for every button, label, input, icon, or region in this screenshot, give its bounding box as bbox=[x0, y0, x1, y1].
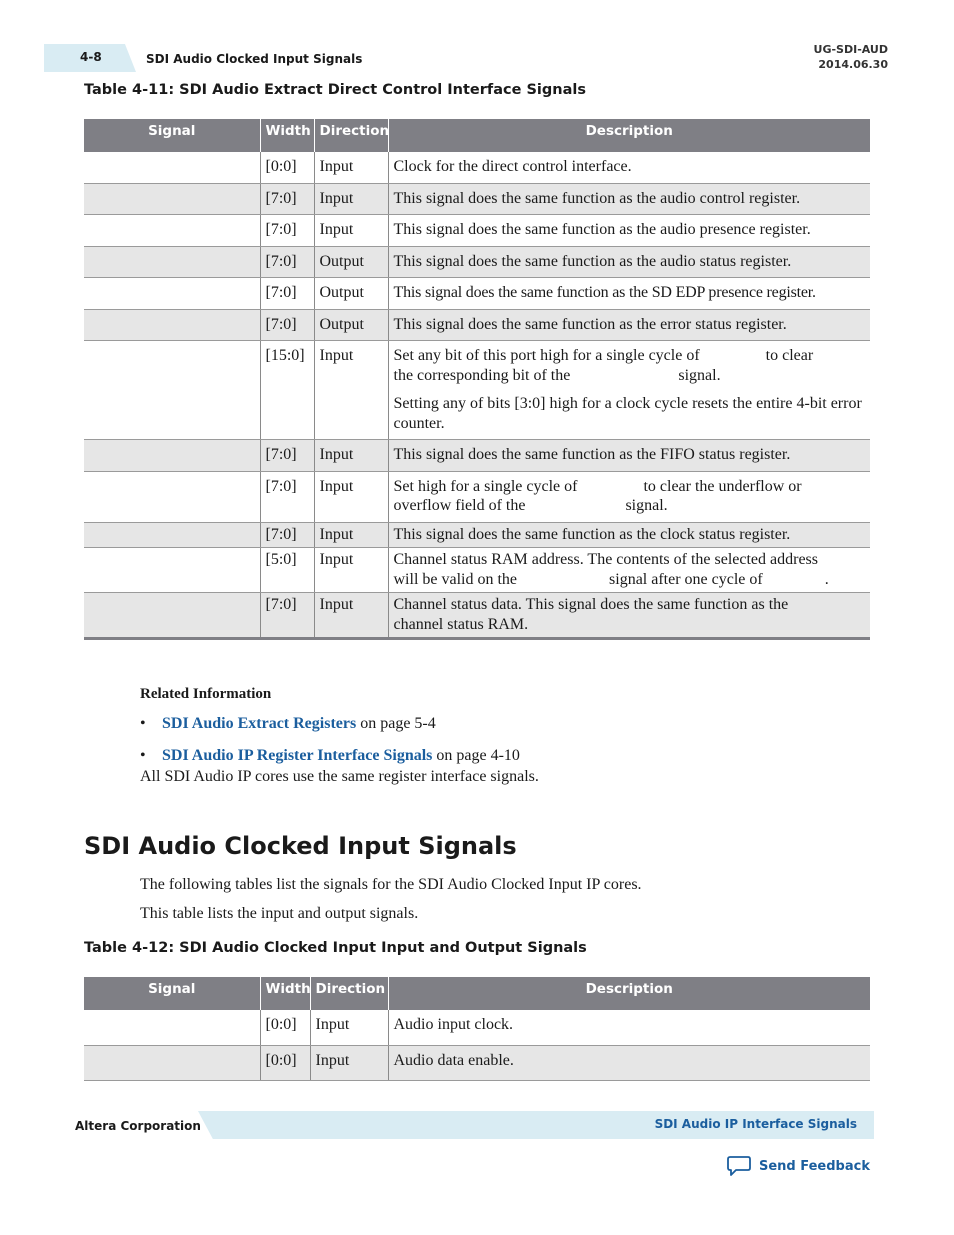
direction-cell: Input bbox=[314, 183, 388, 215]
width-cell: [7:0] bbox=[260, 246, 314, 278]
related-information-heading: Related Information bbox=[140, 686, 272, 702]
col-header-width: Width bbox=[260, 119, 314, 152]
direction-cell: Input bbox=[314, 548, 388, 593]
table-header-row bbox=[84, 977, 870, 1010]
related-item: • SDI Audio IP Register Interface Signals on page 4-10 bbox=[140, 747, 520, 764]
table-row bbox=[84, 278, 870, 310]
direction-cell: Input bbox=[314, 152, 388, 183]
direction-cell: Input bbox=[310, 1045, 388, 1080]
direction-cell: Input bbox=[314, 341, 388, 440]
related-link-register-interface-signals[interactable]: SDI Audio IP Register Interface Signals bbox=[162, 747, 433, 764]
table-row bbox=[84, 1010, 870, 1045]
direction-cell: Input bbox=[310, 1010, 388, 1045]
related-item: • SDI Audio Extract Registers on page 5-4 bbox=[140, 715, 436, 732]
direct-control-signals-table bbox=[84, 119, 870, 640]
send-feedback-button[interactable] bbox=[727, 1153, 870, 1179]
table-row bbox=[84, 1045, 870, 1080]
related-link-extract-registers[interactable]: SDI Audio Extract Registers bbox=[162, 715, 357, 732]
table-row bbox=[84, 215, 870, 247]
description-cell: This signal does the same function as the SD EDP presence register. bbox=[388, 278, 870, 310]
signal-cell bbox=[84, 309, 260, 341]
description-cell: Clock for the direct control interface. bbox=[388, 152, 870, 183]
description-cell: This signal does the same function as the clock status register. bbox=[388, 522, 870, 548]
running-title: SDI Audio Clocked Input Signals bbox=[146, 52, 363, 66]
direction-cell: Input bbox=[314, 522, 388, 548]
table-row bbox=[84, 548, 870, 593]
col-header-description: Description bbox=[388, 977, 870, 1010]
section-paragraph: This table lists the input and output signals. bbox=[140, 905, 419, 922]
direction-cell: Input bbox=[314, 593, 388, 639]
table-row bbox=[84, 183, 870, 215]
direction-cell: Output bbox=[314, 309, 388, 341]
width-cell: [0:0] bbox=[260, 1010, 310, 1045]
table-row bbox=[84, 309, 870, 341]
direction-cell: Input bbox=[314, 440, 388, 472]
document-id: UG-SDI-AUD bbox=[813, 43, 888, 56]
description-cell: This signal does the same function as the error status register. bbox=[388, 309, 870, 341]
table-row bbox=[84, 246, 870, 278]
description-cell: This signal does the same function as the audio control register. bbox=[388, 183, 870, 215]
table-row bbox=[84, 471, 870, 522]
table-row bbox=[84, 341, 870, 440]
signal-cell bbox=[84, 548, 260, 593]
table-4-11-caption: Table 4-11: SDI Audio Extract Direct Control Interface Signals bbox=[84, 82, 586, 98]
col-header-description: Description bbox=[388, 119, 870, 152]
width-cell: [7:0] bbox=[260, 309, 314, 341]
section-heading: SDI Audio Clocked Input Signals bbox=[84, 832, 517, 860]
description-paragraph: Set high for a single cycle of to clear the underflow or overflow field of the signal. bbox=[393, 477, 802, 514]
page-number: 4-8 bbox=[80, 50, 102, 64]
signal-cell bbox=[84, 522, 260, 548]
width-cell: [7:0] bbox=[260, 522, 314, 548]
direction-cell: Output bbox=[314, 278, 388, 310]
col-header-signal: Signal bbox=[84, 119, 260, 152]
description-cell: Audio data enable. bbox=[388, 1045, 870, 1080]
direction-cell: Output bbox=[314, 246, 388, 278]
signal-cell bbox=[84, 471, 260, 522]
width-cell: [7:0] bbox=[260, 183, 314, 215]
send-feedback-label: Send Feedback bbox=[759, 1158, 870, 1174]
table-row bbox=[84, 440, 870, 472]
col-header-direction: Direction bbox=[314, 119, 388, 152]
col-header-signal: Signal bbox=[84, 977, 260, 1010]
table-header-row bbox=[84, 119, 870, 152]
table-row bbox=[84, 152, 870, 183]
description-paragraph: Channel status RAM address. The contents of the selected address will be valid on the signal after one cycle of . bbox=[393, 551, 829, 588]
table-row bbox=[84, 522, 870, 548]
signal-cell bbox=[84, 593, 260, 639]
section-paragraph: The following tables list the signals for the SDI Audio Clocked Input IP cores. bbox=[140, 876, 642, 893]
direction-cell: Input bbox=[314, 471, 388, 522]
description-cell bbox=[388, 471, 870, 522]
description-cell: This signal does the same function as the FIFO status register. bbox=[388, 440, 870, 472]
description-paragraph: Channel status data. This signal does the same function as the channel status RAM. bbox=[393, 596, 789, 633]
signal-cell bbox=[84, 1010, 260, 1045]
signal-cell bbox=[84, 341, 260, 440]
col-header-direction: Direction bbox=[310, 977, 388, 1010]
signal-cell bbox=[84, 215, 260, 247]
direction-cell: Input bbox=[314, 215, 388, 247]
signal-cell bbox=[84, 152, 260, 183]
signal-cell bbox=[84, 246, 260, 278]
signal-cell bbox=[84, 440, 260, 472]
table-row bbox=[84, 593, 870, 639]
bullet-icon: • bbox=[140, 747, 146, 764]
width-cell: [0:0] bbox=[260, 1045, 310, 1080]
speech-bubble-icon bbox=[727, 1155, 751, 1177]
document-date: 2014.06.30 bbox=[818, 58, 888, 71]
col-header-width: Width bbox=[260, 977, 310, 1010]
bullet-icon: • bbox=[140, 715, 146, 732]
description-paragraph: Setting any of bits [3:0] high for a clock cycle resets the entire 4-bit error counter. bbox=[393, 395, 862, 432]
width-cell: [15:0] bbox=[260, 341, 314, 440]
company-name: Altera Corporation bbox=[75, 1119, 201, 1133]
signal-cell bbox=[84, 278, 260, 310]
description-cell bbox=[388, 593, 870, 639]
clocked-input-signals-table bbox=[84, 977, 870, 1081]
width-cell: [5:0] bbox=[260, 548, 314, 593]
description-cell: Audio input clock. bbox=[388, 1010, 870, 1045]
description-cell: This signal does the same function as the audio status register. bbox=[388, 246, 870, 278]
description-cell bbox=[388, 341, 870, 440]
related-note: All SDI Audio IP cores use the same register interface signals. bbox=[140, 768, 539, 785]
table-4-12-caption: Table 4-12: SDI Audio Clocked Input Input and Output Signals bbox=[84, 940, 587, 956]
signal-cell bbox=[84, 183, 260, 215]
width-cell: [7:0] bbox=[260, 215, 314, 247]
width-cell: [7:0] bbox=[260, 593, 314, 639]
description-paragraph: Set any bit of this port high for a single cycle of to clear the corresponding bit of the signal. bbox=[393, 347, 814, 384]
description-cell: This signal does the same function as the audio presence register. bbox=[388, 215, 870, 247]
width-cell: [7:0] bbox=[260, 471, 314, 522]
description-cell bbox=[388, 548, 870, 593]
chapter-link[interactable]: SDI Audio IP Interface Signals bbox=[654, 1117, 857, 1131]
width-cell: [7:0] bbox=[260, 440, 314, 472]
width-cell: [0:0] bbox=[260, 152, 314, 183]
width-cell: [7:0] bbox=[260, 278, 314, 310]
signal-cell bbox=[84, 1045, 260, 1080]
